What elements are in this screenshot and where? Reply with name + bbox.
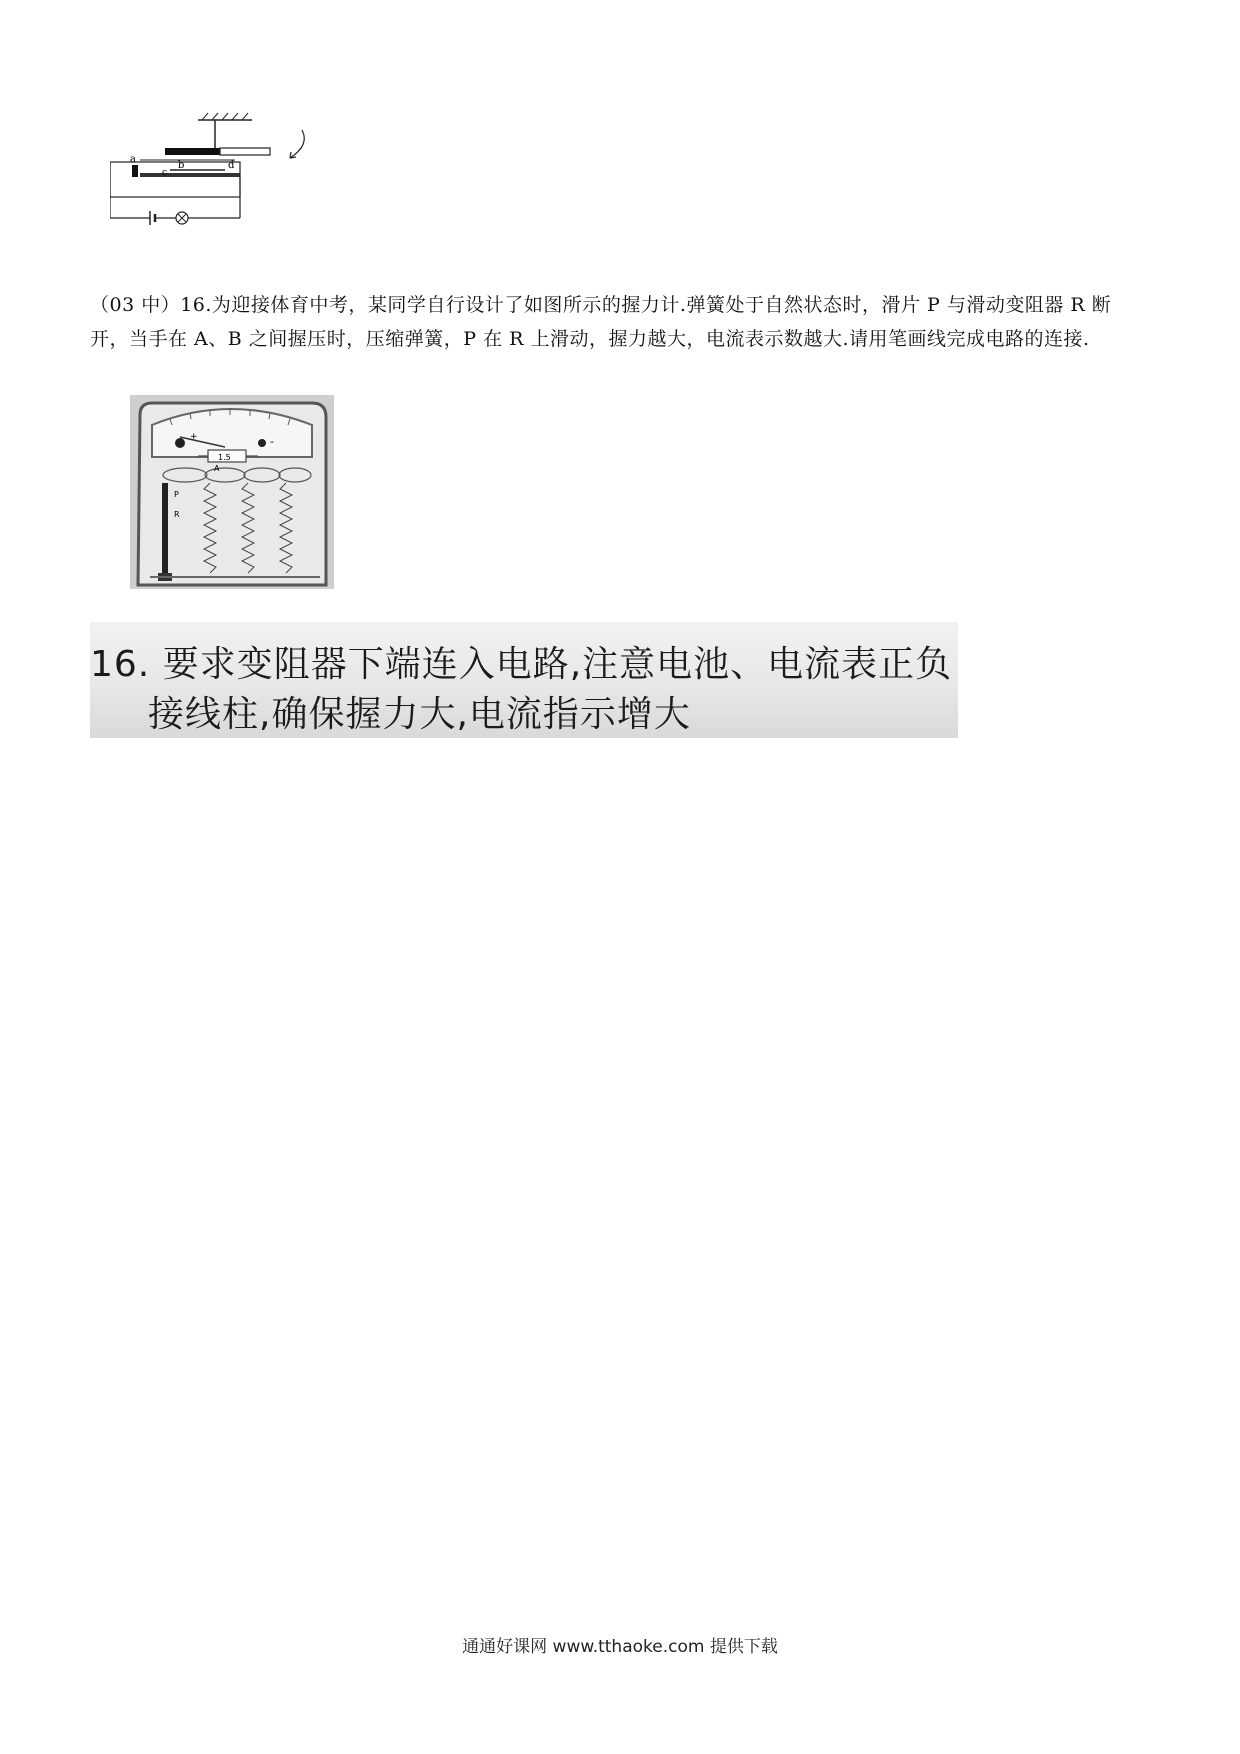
circuit-figure — [110, 110, 350, 235]
label-c: c — [162, 168, 168, 178]
label-P: P — [174, 490, 179, 499]
grip-meter-figure — [130, 395, 334, 589]
answer-box — [90, 622, 958, 738]
label-d: d — [228, 160, 235, 171]
label-R: R — [174, 510, 180, 519]
page-footer: 通通好课网 www.tthaoke.com 提供下载 — [462, 1637, 778, 1657]
answer-line-1: 16. 要求变阻器下端连入电路,注意电池、电流表正负 — [90, 644, 953, 685]
plus-terminal-label: + — [190, 432, 198, 442]
question-16: （03 中）16.为迎接体育中考，某同学自行设计了如图所示的握力计.弹簧处于自然状态时，滑片 P 与滑动变阻器 R 断开，当手在 A、B 之间握压时，压缩弹簧，P 在 R 上滑动，握力越大，电流表示数越大.请用笔画线完成电路的连接. — [90, 294, 1112, 350]
answer-line-2: 接线柱,确保握力大,电流指示增大 — [148, 694, 691, 735]
label-A: A — [214, 464, 220, 473]
label-b: b — [178, 160, 185, 171]
label-a: a — [130, 154, 136, 165]
minus-terminal-label: - — [270, 435, 274, 448]
battery-label: 1.5 — [218, 453, 231, 462]
